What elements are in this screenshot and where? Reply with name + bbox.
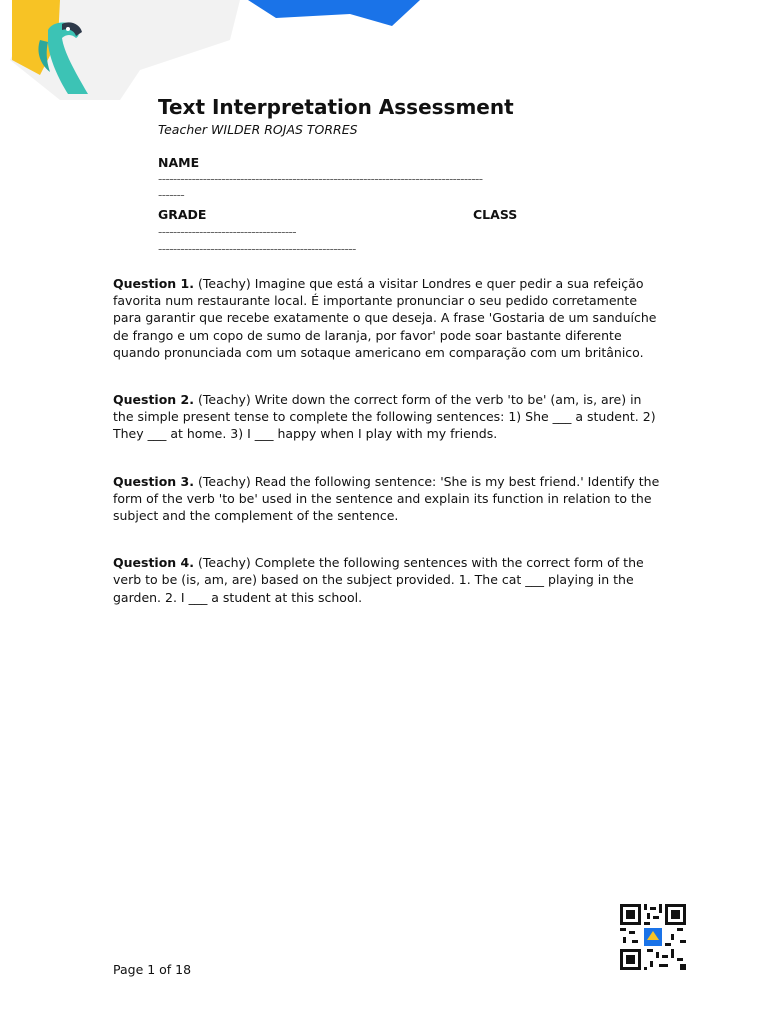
blue-banner-shape [248,0,420,26]
name-line: --------------------------------------------------------------------------------------- [158,172,483,186]
name-label: NAME [158,155,200,170]
question-label: Question 2. [113,392,194,408]
question-1 [113,275,661,361]
class-label: CLASS [473,207,518,222]
question-3 [113,473,661,525]
question-label: Question 3. [113,473,194,489]
document-header [158,95,658,138]
question-text: (Teachy) Complete the following sentences with the correct form of the verb to be (is, am, are) based on the subject provided. 1. The cat ___ playing in the garden. 2. I ___ a student at this school. [113,555,644,605]
question-text: (Teachy) Imagine que está a visitar Londres e quer pedir a sua refeição favorita num restaurante local. É importante pronunciar o seu pedido corretamente para garantir que recebe exatamente o que deseja. A frase 'Gostaria de um sanduíche de frango e um copo de sumo de laranja, por favor' pode soar bastante diferente quando pronunciada com um sotaque americano em comparação com um britânico. [113,276,657,360]
class-line: ----------------------------------------------------- [158,242,356,256]
grade-label: GRADE [158,207,207,222]
question-text: (Teachy) Read the following sentence: 'She is my best friend.' Identify the form of the verb 'to be' used in the sentence and explain its function in relation to the subject and the complement of the sentence. [113,473,660,524]
name-line-continued: ------- [158,188,185,202]
grade-line: ------------------------------------- [158,225,297,239]
page-number: Page 1 of 18 [113,962,192,977]
question-2 [113,391,661,443]
questions-list [113,275,661,636]
page-title: Text Interpretation Assessment [158,95,514,119]
qr-code-icon[interactable] [620,904,686,970]
header-decoration [0,0,768,100]
name-field [158,155,658,203]
question-4 [113,554,661,606]
teacher-name: Teacher WILDER ROJAS TORRES [158,122,358,137]
question-label: Question 4. [113,555,194,571]
question-label: Question 1. [113,276,194,291]
question-text: (Teachy) Write down the correct form of the verb 'to be' (am, is, are) in the simple present tense to complete the following sentences: 1) She ___ a student. 2) They ___ at home. 3) I ___ happy when I play with my friends. [113,392,656,442]
